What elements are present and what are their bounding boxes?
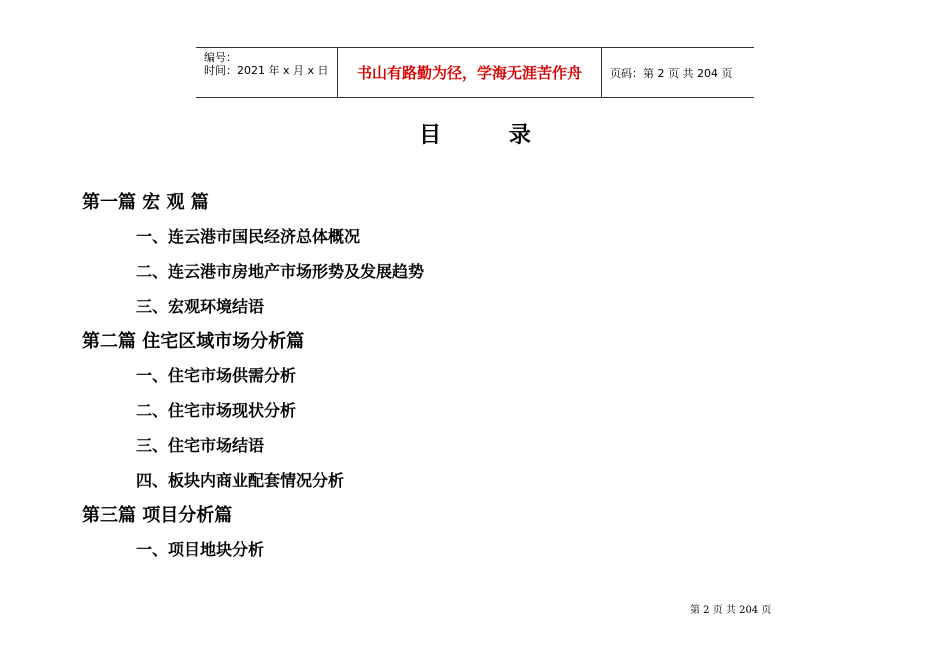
toc-entry[interactable]: 三、宏观环境结语	[136, 297, 265, 316]
page-title: 目 录	[419, 123, 561, 148]
toc-entry[interactable]: 一、住宅市场供需分析	[136, 366, 297, 385]
header-meta-cell	[196, 48, 338, 97]
page-header	[196, 47, 754, 98]
toc-entry[interactable]: 第一篇 宏 观 篇	[82, 192, 209, 213]
page-footer: 第 2 页 共 204 页	[690, 605, 772, 616]
toc-entry[interactable]: 一、项目地块分析	[136, 540, 265, 559]
document-date-label: 时间：2021 年 x 月 x 日	[204, 64, 329, 77]
toc-entry[interactable]: 二、住宅市场现状分析	[136, 401, 297, 420]
header-page-info: 页码：第 2 页 共 204 页	[610, 66, 733, 80]
toc-entry[interactable]: 二、连云港市房地产市场形势及发展趋势	[136, 262, 425, 281]
toc-entry[interactable]: 三、住宅市场结语	[136, 436, 265, 455]
header-motto-cell	[338, 48, 602, 97]
document-number-label: 编号：	[204, 51, 237, 64]
header-motto: 书山有路勤为径，学海无涯苦作舟	[356, 64, 582, 82]
toc-entry[interactable]: 一、连云港市国民经济总体概况	[136, 227, 361, 246]
header-page-cell	[602, 48, 754, 97]
toc-entry[interactable]: 第二篇 住宅区域市场分析篇	[82, 331, 305, 352]
table-of-contents	[82, 188, 424, 570]
toc-entry[interactable]: 四、板块内商业配套情况分析	[136, 471, 345, 490]
toc-entry[interactable]: 第三篇 项目分析篇	[82, 505, 233, 526]
